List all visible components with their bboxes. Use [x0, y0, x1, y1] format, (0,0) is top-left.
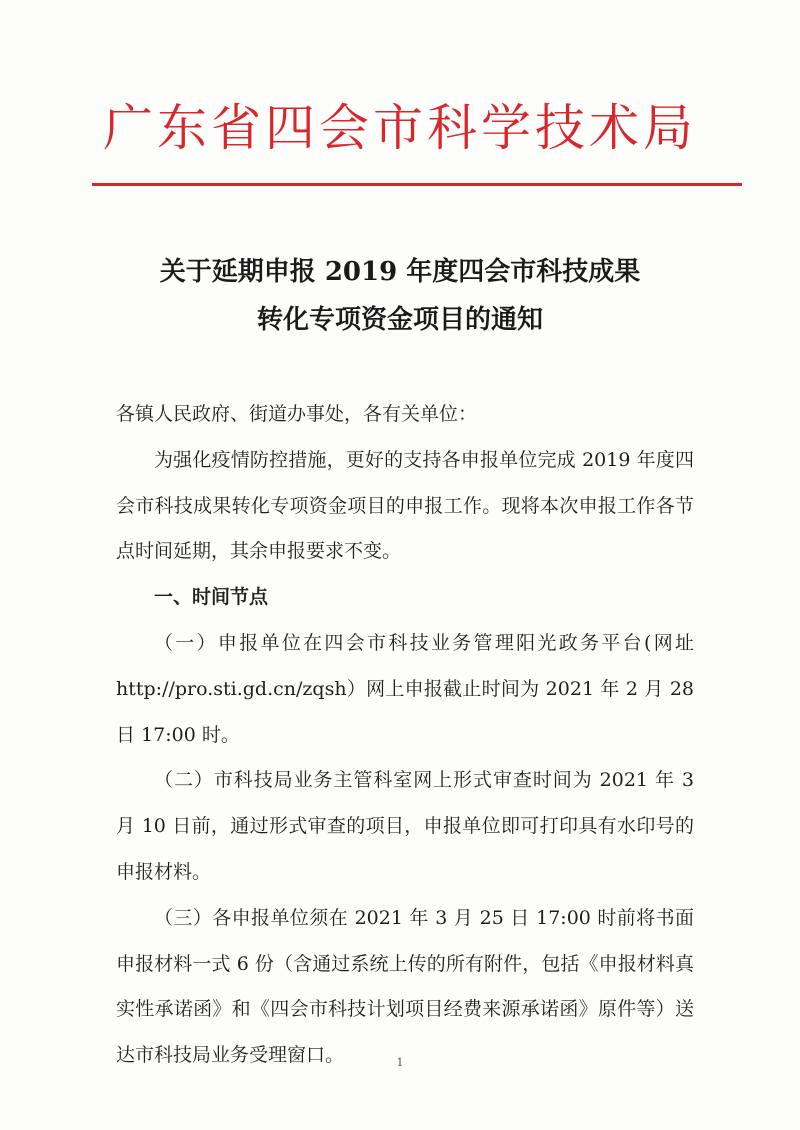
salutation: 各镇人民政府、街道办事处，各有关单位：: [116, 403, 478, 425]
document-title-line-1: 关于延期申报 2019 年度四会市科技成果: [159, 257, 641, 287]
intro-paragraph: 为强化疫情防控措施，更好的支持各申报单位完成 2019 年度四会市科技成果转化专项资金项目的申报工作。现将本次申报工作各节点时间延期，其余申报要求不变。: [116, 448, 694, 563]
document-body: [116, 392, 694, 1079]
document-title-line-2: 转化专项资金项目的通知: [256, 305, 543, 335]
item-3-paragraph: （三）各申报单位须在 2021 年 3 月 25 日 17:00 时前将书面申报材料一式 6 份（含通过系统上传的所有附件，包括《申报材料真实性承诺函》和《四会市科技计划项目经费来源承诺函》原件等）送达市科技局业务受理窗口。: [116, 906, 694, 1067]
item-1-paragraph: （一）申报单位在四会市科技业务管理阳光政务平台(网址 http://pro.sti.gd.cn/zqsh）网上申报截止时间为 2021 年 2 月 28 日 17:00 时。: [116, 631, 694, 746]
issuing-org-header: 广东省四会市科学技术局: [103, 99, 697, 157]
section-heading-time-nodes: 一、时间节点: [154, 586, 269, 609]
document-title: [0, 248, 800, 344]
item-2-paragraph: （二）市科技局业务主管科室网上形式审查时间为 2021 年 3 月 10 日前，通过形式审查的项目，申报单位即可打印具有水印号的申报材料。: [116, 769, 694, 883]
page-number: 1: [396, 1056, 404, 1069]
header-red-rule: [92, 183, 742, 186]
